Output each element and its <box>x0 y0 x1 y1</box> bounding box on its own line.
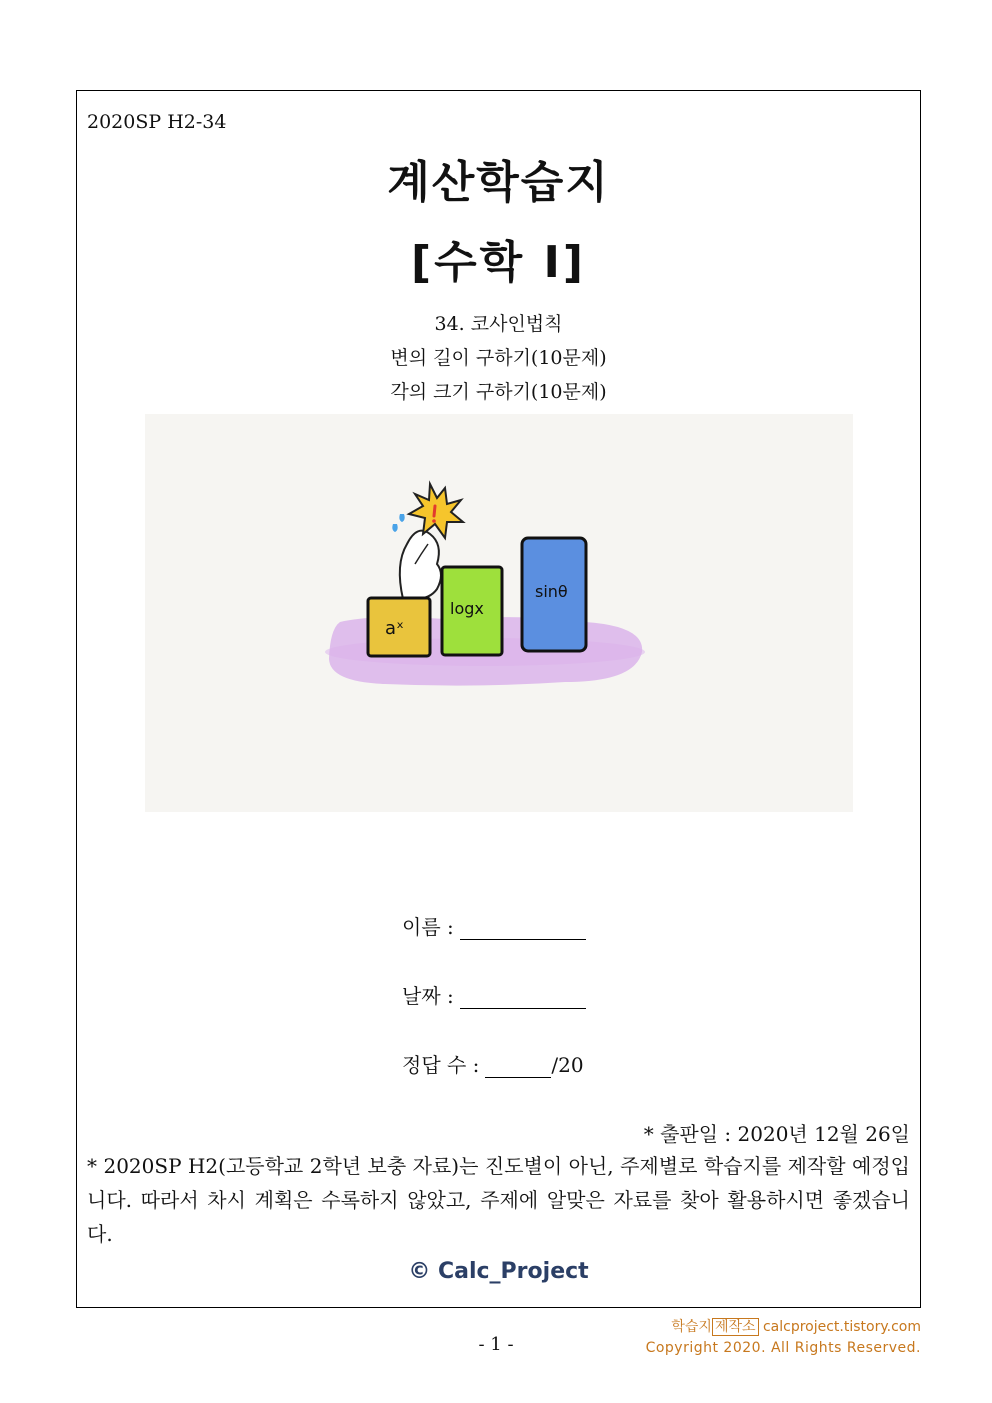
score-field <box>402 1049 584 1078</box>
footer-rights: Copyright 2020. All Rights Reserved. <box>645 1340 921 1356</box>
page-frame <box>76 90 921 1308</box>
page-number: - 1 - <box>478 1334 514 1355</box>
topic-title: 34. 코사인법칙 <box>434 313 563 335</box>
sweat-drop-icon <box>392 524 397 532</box>
name-field <box>402 911 586 940</box>
cover-illustration <box>145 414 853 812</box>
main-title: 계산학습지 <box>387 157 610 208</box>
score-label: 정답 수 : <box>402 1053 480 1077</box>
box-label-exp: aˣ <box>385 618 405 639</box>
copyright-mark: © Calc_Project <box>408 1259 589 1284</box>
topic-item-1: 변의 길이 구하기(10문제) <box>390 347 607 369</box>
topic-item-2: 각의 크기 구하기(10문제) <box>390 381 607 403</box>
maker-boxed: 제작소 <box>712 1318 759 1336</box>
date-blank[interactable] <box>460 988 586 1009</box>
score-total: /20 <box>551 1053 584 1077</box>
usage-note: * 2020SP H2(고등학교 2학년 보충 자료)는 진도별이 아닌, 주제별로 학습지를 제작할 예정입니다. 따라서 차시 계획은 수록하지 않았고, 주제에 알맞은 자료를 찾아 활용하시면 좋겠습니다. <box>87 1154 910 1246</box>
footer-maker <box>671 1316 921 1336</box>
character-body <box>400 531 441 599</box>
date-field <box>402 980 586 1009</box>
maker-prefix: 학습지 <box>671 1319 712 1335</box>
document-code: 2020SP H2-34 <box>87 111 227 133</box>
date-label: 날짜 : <box>402 984 454 1008</box>
subject-title: [수학 I] <box>411 237 586 288</box>
box-label-sin: sinθ <box>535 582 568 601</box>
illustration-svg <box>145 414 853 812</box>
box-label-log: logx <box>450 599 484 618</box>
footer-site[interactable]: calcproject.tistory.com <box>762 1319 921 1335</box>
sweat-drop-icon <box>399 514 404 522</box>
score-blank[interactable] <box>485 1057 551 1078</box>
name-label: 이름 : <box>402 915 454 939</box>
name-blank[interactable] <box>460 919 586 940</box>
publish-date: * 출판일 : 2020년 12월 26일 <box>643 1122 910 1146</box>
